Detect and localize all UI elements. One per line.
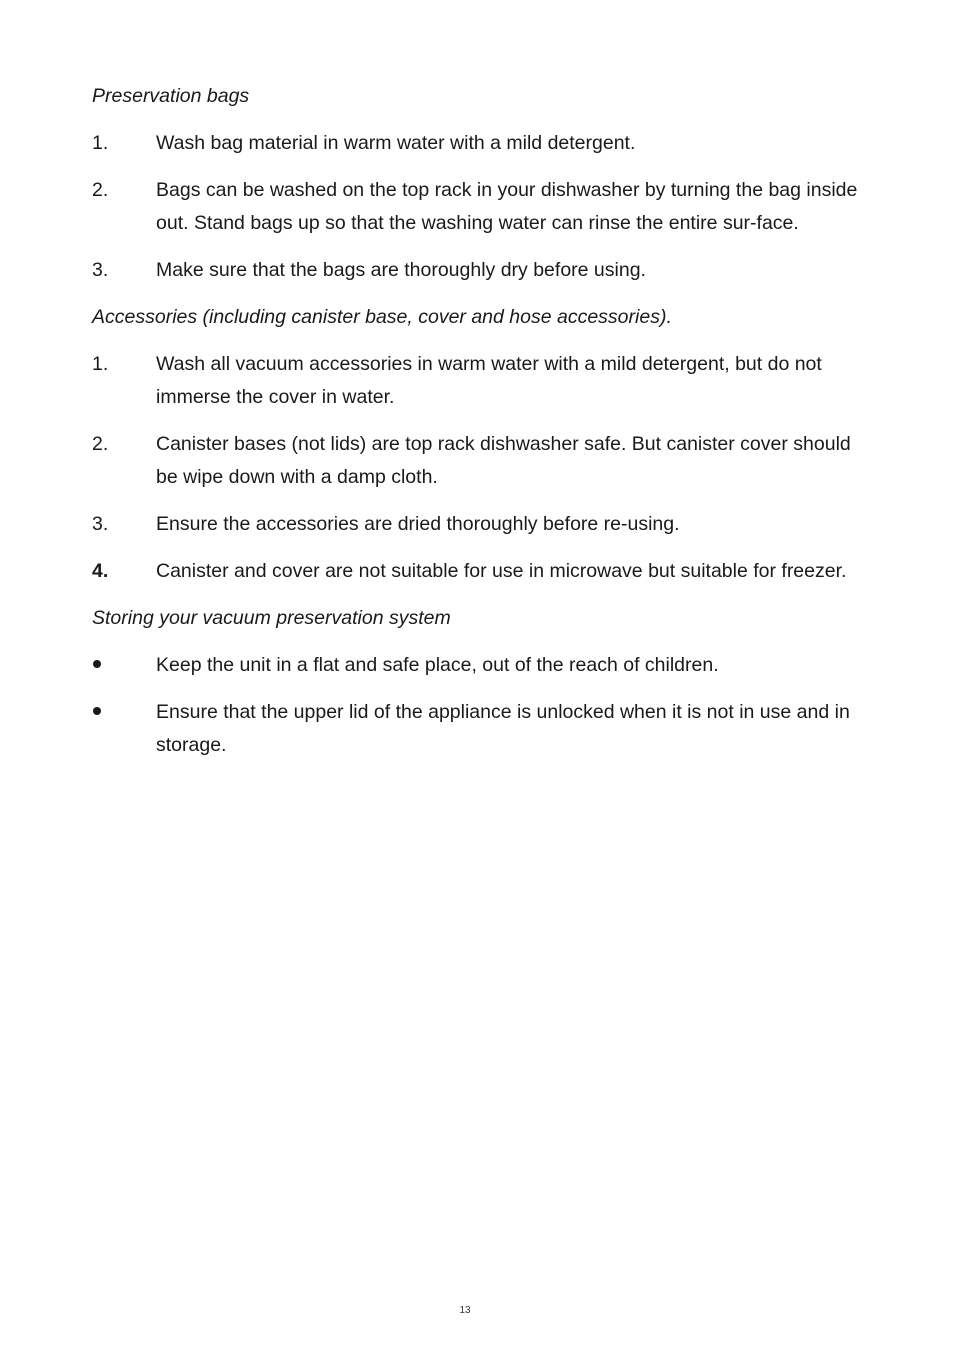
bullet-item-text: Ensure that the upper lid of the appliance is unlocked when it is not in use and in storage.	[156, 701, 850, 756]
list-item-text: Bags can be washed on the top rack in your dishwasher by turning the bag inside out. Stand bags up so that the washing water can rinse the entire sur-face.	[156, 179, 858, 234]
list-item-text: Wash bag material in warm water with a mild detergent.	[156, 132, 636, 154]
page-number: 13	[459, 1305, 471, 1316]
page-content	[92, 80, 862, 776]
section-heading-preservation-bags: Preservation bags	[92, 85, 250, 107]
list-number: 2.	[92, 433, 109, 455]
list-item	[92, 508, 862, 541]
list-number: 3.	[92, 259, 109, 281]
list-number: 4.	[92, 560, 109, 582]
list-item	[92, 174, 862, 240]
bullet-icon	[93, 660, 101, 668]
list-item-text: Canister bases (not lids) are top rack dishwasher safe. But canister cover should be wipe down with a damp cloth.	[156, 433, 851, 488]
list-number: 3.	[92, 513, 109, 535]
section-heading-storing: Storing your vacuum preservation system	[92, 607, 451, 629]
bullet-marker	[92, 649, 156, 682]
list-item	[92, 127, 862, 160]
list-item-text: Canister and cover are not suitable for use in microwave but suitable for freezer.	[156, 560, 847, 582]
list-item	[92, 428, 862, 494]
list-item-text: Ensure the accessories are dried thoroughly before re-using.	[156, 513, 680, 535]
list-number: 1.	[92, 132, 109, 154]
list-item-text: Make sure that the bags are thoroughly dry before using.	[156, 259, 646, 281]
list-item	[92, 555, 862, 588]
list-item-text: Wash all vacuum accessories in warm water with a mild detergent, but do not immerse the cover in water.	[156, 353, 822, 408]
bullet-item-text: Keep the unit in a flat and safe place, out of the reach of children.	[156, 654, 719, 676]
bullet-item	[92, 696, 862, 762]
list-number: 1.	[92, 353, 109, 375]
list-number: 2.	[92, 179, 109, 201]
bullet-marker	[92, 696, 156, 762]
section-heading-accessories: Accessories (including canister base, cover and hose accessories).	[92, 306, 672, 328]
bullet-icon	[93, 707, 101, 715]
list-item	[92, 254, 862, 287]
bullet-item	[92, 649, 862, 682]
list-item	[92, 348, 862, 414]
